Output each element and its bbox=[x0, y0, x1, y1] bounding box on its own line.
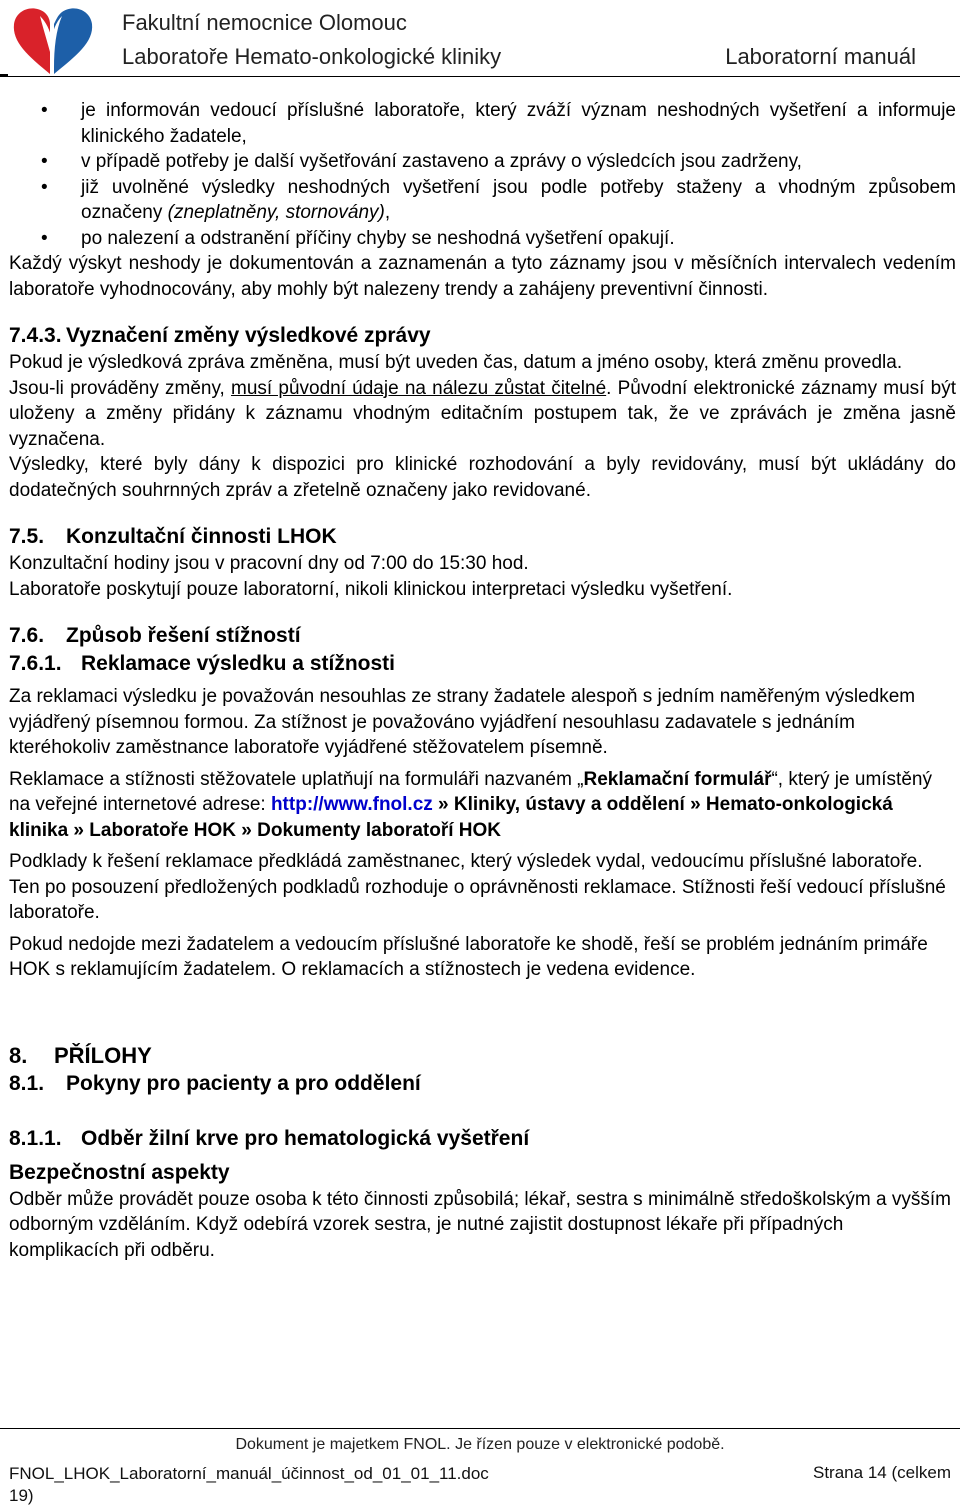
fnol-website-link[interactable]: http://www.fnol.cz bbox=[270, 794, 433, 815]
nonconformity-bullet-list bbox=[9, 98, 956, 251]
section-heading-8: 8. PŘÍLOHY bbox=[9, 1042, 152, 1068]
document-body bbox=[9, 98, 956, 1263]
header-rule bbox=[0, 76, 960, 77]
fnol-logo-icon bbox=[10, 2, 96, 78]
footer-page-number: Strana 14 (celkem bbox=[813, 1463, 951, 1482]
header-institution: Fakultní nemocnice Olomouc bbox=[122, 10, 407, 35]
section-heading-7-4-3: 7.4.3. Vyznačení změny výsledkové zprávy bbox=[9, 324, 431, 347]
footer-notice: Dokument je majetkem FNOL. Je řízen pouze v elektronické podobě. bbox=[235, 1436, 725, 1453]
header-manual-title: Laboratorní manuál bbox=[725, 44, 916, 69]
list-item: • již uvolněné výsledky neshodných vyšetření jsou podle potřeby staženy a vhodným způsobem označeny (zneplatněny, stornovány), bbox=[9, 175, 956, 226]
list-item: • po nalezení a odstranění příčiny chyby se neshodná vyšetření opakují. bbox=[9, 226, 956, 252]
paragraph-complaint-escalation: Pokud nedojde mezi žadatelem a vedoucím příslušné laboratoře ke shodě, řeší se problém jednáním primáře HOK s reklamujícím žadatelem. O reklamacích a stížnostech je vedena evidence. bbox=[9, 933, 928, 980]
paragraph-revised-results: Výsledky, které byly dány k dispozici pro klinické rozhodování a byly revidovány, musí být ukládány do dodatečných souhrnných zpráv a zřetelně označeny jako revidované. bbox=[9, 454, 956, 501]
paragraph-change-legible: Jsou-li prováděny změny, musí původní údaje na nálezu zůstat čitelné. Původní elektronické záznamy musí být uloženy a změny přidány k záznamu vhodným editačním postupem tak, že ve zprávách je změna jasně vyznačena. bbox=[9, 377, 956, 450]
section-heading-8-1-1: 8.1.1. Odběr žilní krve pro hematologická vyšetření bbox=[9, 1126, 530, 1150]
paragraph-consultation-hours: Konzultační hodiny jsou v pracovní dny od 7:00 do 15:30 hod. bbox=[9, 553, 529, 574]
subheading-safety-aspects: Bezpečnostní aspekty bbox=[9, 1160, 230, 1184]
footer-total-pages: 19) bbox=[9, 1486, 34, 1505]
section-heading-7-6: 7.6. Způsob řešení stížností bbox=[9, 624, 301, 647]
footer-rule bbox=[0, 1428, 960, 1429]
section-heading-8-1: 8.1. Pokyny pro pacienty a pro oddělení bbox=[9, 1071, 421, 1095]
navigation-path: » Kliniky, ústavy a oddělení » Hemato-onkologická klinika » Laboratoře HOK » Dokumenty laboratoří HOK bbox=[9, 794, 893, 841]
list-item: • je informován vedoucí příslušné laboratoře, který zváží význam neshodných vyšetření a informuje klinického žadatele, bbox=[9, 98, 956, 149]
paragraph-nonconformity-record: Každý výskyt neshody je dokumentován a zaznamenán a tyto záznamy jsou v měsíčních intervalech vedením laboratoře vyhodnocovány, aby mohly být nalezeny trendy a zahájeny preventivní činnosti. bbox=[9, 253, 956, 300]
footer-filename: FNOL_LHOK_Laboratorní_manuál_účinnost_od_01_01_11.doc 19) bbox=[9, 1464, 489, 1505]
header-department: Laboratoře Hemato-onkologické kliniky bbox=[122, 44, 502, 69]
paragraph-complaint-definition: Za reklamaci výsledku je považován nesouhlas ze strany žadatele alespoň s jedním naměřeným výsledkem vyjádřený písemnou formou. Za stížnost je považováno vyjádření nesouhlasu zadavatele s jednáním kteréhokoliv zaměstnance laboratoře vyjádřené stěžovatelem písemně. bbox=[9, 686, 916, 758]
section-heading-7-6-1: 7.6.1. Reklamace výsledku a stížnosti bbox=[9, 652, 395, 675]
paragraph-complaint-process: Podklady k řešení reklamace předkládá zaměstnanec, který výsledek vydal, vedoucímu příslušné laboratoře. Ten po posouzení předložených podkladů rozhoduje o oprávněnosti reklamace. Stížnosti řeší vedoucí příslušné laboratoře. bbox=[9, 851, 946, 923]
list-item: • v případě potřeby je další vyšetřování zastaveno a zprávy o výsledcích jsou zadrženy, bbox=[9, 149, 956, 175]
section-heading-7-5: 7.5. Konzultační činnosti LHOK bbox=[9, 525, 337, 548]
paragraph-change-record: Pokud je výsledková zpráva změněna, musí být uveden čas, datum a jméno osoby, která změnu provedla. bbox=[9, 352, 903, 373]
paragraph-blood-draw-staff: Odběr může provádět pouze osoba k této činnosti způsobilá; lékař, sestra s minimálně středoškolským a vyšším odborným vzděláním. Když odebírá vzorek sestra, je nutné zajistit dostupnost lékaře při případných komplikacích při odběru. bbox=[9, 1188, 951, 1261]
paragraph-complaint-form: Reklamace a stížnosti stěžovatele uplatňují na formuláři nazvaném „Reklamační formulář“, který je umístěný na veřejné internetové adrese: http://www.fnol.cz » Kliniky, ústavy a oddělení » Hemato-onkologická klinika » Laboratoře HOK » Dokumenty laboratoří HOK bbox=[9, 768, 932, 841]
paragraph-interpretation: Laboratoře poskytují pouze laboratorní, nikoli klinickou interpretaci výsledku vyšetření. bbox=[9, 578, 733, 600]
